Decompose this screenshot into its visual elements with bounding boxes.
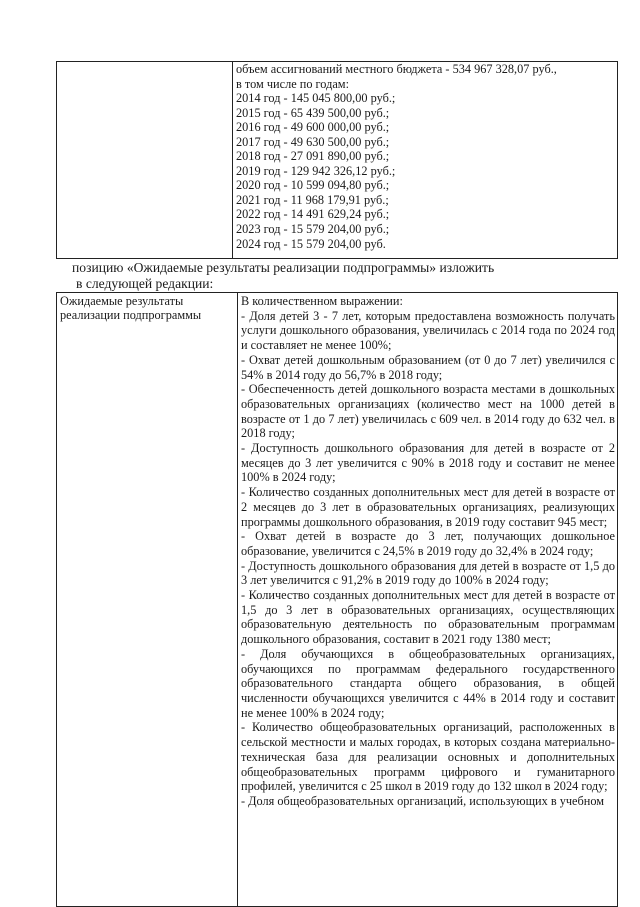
results-label-line: Ожидаемые результаты xyxy=(60,294,184,308)
funding-line: 2021 год - 11 968 179,91 руб.; xyxy=(236,192,389,207)
funding-line: в том числе по годам: xyxy=(236,76,350,91)
results-item: - Количество созданных дополнительных мест для детей в возрасте от 2 месяцев до 3 лет в образовательных организациях, реализующих программы дошкольного образования, в 2019 году составит 945 мест; xyxy=(241,485,615,529)
funding-line: 2018 год - 27 091 890,00 руб.; xyxy=(236,149,390,164)
results-item: - Доля детей 3 - 7 лет, которым предоставлена возможность получать услуги дошкольного образования, увеличилась с 2014 года по 2024 год и составляет не менее 100%; xyxy=(241,308,615,353)
funding-line: 2020 год - 10 599 094,80 руб.; xyxy=(236,178,390,193)
results-table xyxy=(56,292,618,907)
funding-line: 2016 год - 49 600 000,00 руб.; xyxy=(236,120,390,135)
instruction-line: позицию «Ожидаемые результаты реализации подпрограммы» изложить xyxy=(72,260,495,275)
funding-line: 2015 год - 65 439 500,00 руб.; xyxy=(236,105,390,120)
results-label-line: реализации подпрограммы xyxy=(60,308,202,323)
funding-label-cell xyxy=(57,62,233,259)
results-item: - Охват детей в возрасте до 3 лет, получающих дошкольное образование, увеличится с 24,5% в 2019 году до 32,4% в 2024 году; xyxy=(241,529,615,558)
funding-table xyxy=(56,61,618,259)
funding-line: 2023 год - 15 579 204,00 руб.; xyxy=(236,222,390,237)
funding-line: объем ассигнований местного бюджета - 534 967 328,07 руб., xyxy=(236,62,557,76)
results-item: - Обеспеченность детей дошкольного возраста местами в дошкольных образовательных организациях (количество мест на 1000 детей в возрасте от 1 до 7 лет) увеличилась с 609 чел. в 2014 году до 632 чел. в 2018 году; xyxy=(241,382,615,441)
results-item: - Охват детей дошкольным образованием (от 0 до 7 лет) увеличился с 54% в 2014 году до 56,7% в 2018 году; xyxy=(241,352,615,382)
results-item: - Доступность дошкольного образования для детей в возрасте от 1,5 до 3 лет увеличится с 91,2% в 2019 году до 100% в 2024 году; xyxy=(241,558,615,588)
funding-line: 2014 год - 145 045 800,00 руб.; xyxy=(236,91,396,106)
instruction-line: в следующей редакции: xyxy=(76,275,214,291)
funding-values-cell xyxy=(233,62,618,259)
funding-line: 2019 год - 129 942 326,12 руб.; xyxy=(236,163,396,178)
funding-line: 2022 год - 14 491 629,24 руб.; xyxy=(236,207,390,222)
funding-line: 2024 год - 15 579 204,00 руб. xyxy=(236,236,386,251)
results-item: - Доля общеобразовательных организаций, использующих в учебном xyxy=(241,793,605,808)
funding-line: 2017 год - 49 630 500,00 руб.; xyxy=(236,134,390,149)
results-item: - Доступность дошкольного образования для детей в возрасте от 2 месяцев до 3 лет увеличится с 90% в 2018 году и составит не менее 100% в 2024 году; xyxy=(241,441,615,485)
results-label-cell xyxy=(57,293,238,907)
results-item: - Доля обучающихся в общеобразовательных организациях, обучающихся по программам федерального государственного образовательного стандарта общего образования, в общей численности обучающихся увеличится с 44% в 2014 году и составит не менее 100% в 2024 году; xyxy=(241,646,615,720)
results-intro: В количественном выражении: xyxy=(241,294,403,308)
results-item: - Количество общеобразовательных организаций, расположенных в сельской местности и малых городах, в которых создана материально-техническая база для реализации основных и дополнительных общеобразовательных программ цифрового и гуманитарного профилей, увеличится с 25 школ в 2019 году до 132 школ в 2024 году; xyxy=(241,720,615,794)
results-values-cell xyxy=(238,293,618,907)
instruction-text xyxy=(72,260,494,291)
results-item: - Количество созданных дополнительных мест для детей в возрасте от 1,5 до 3 лет в образовательных организациях, осуществляющих образовательную деятельность по образовательным программам дошкольного образования, составит в 2021 году 1380 мест; xyxy=(241,588,615,647)
